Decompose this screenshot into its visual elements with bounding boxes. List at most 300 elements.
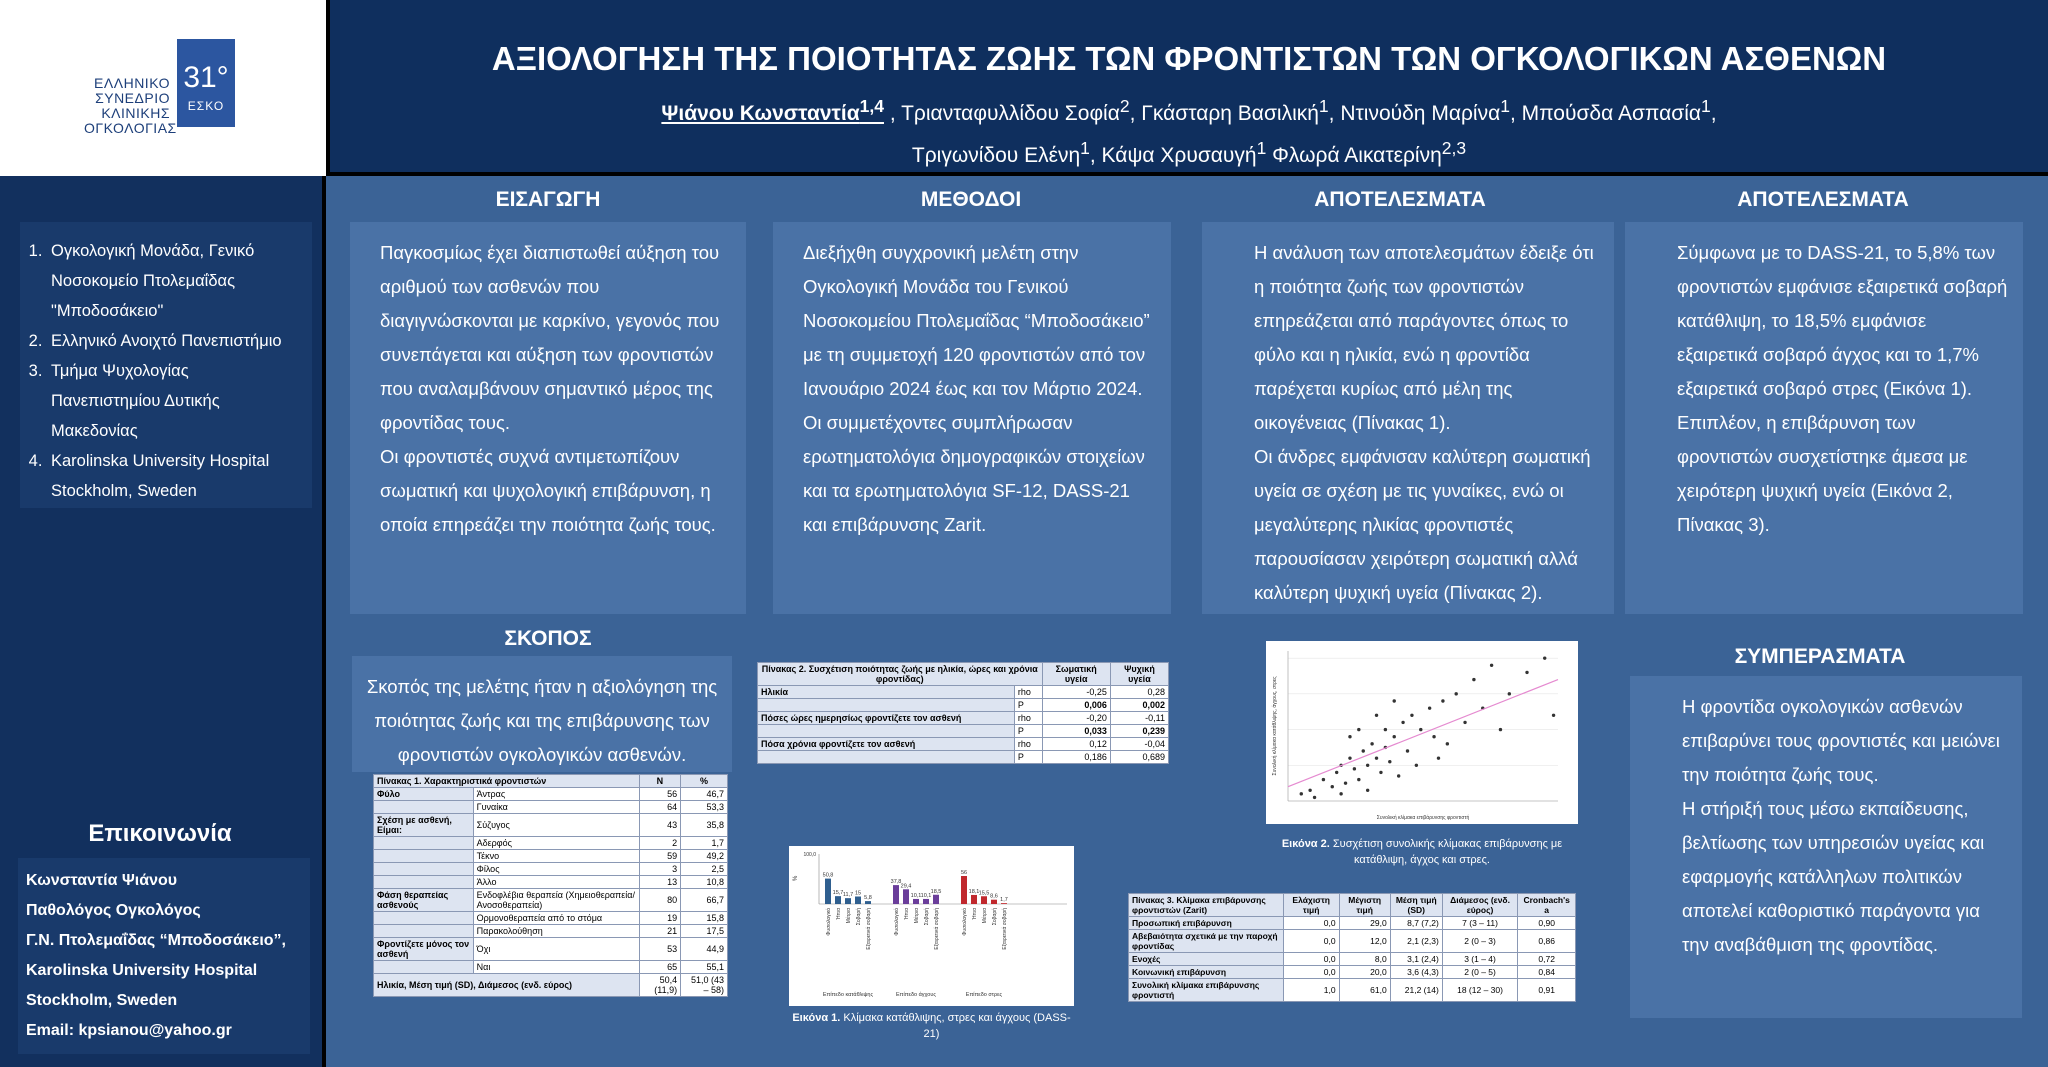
author: Μπούσδα Ασπασία xyxy=(1521,102,1702,125)
table-header-cronbach: Cronbach's a xyxy=(1518,894,1576,917)
conclusions-text: Η φροντίδα ογκολογικών ασθενών επιβαρύνει τους φροντιστές και μειώνει την ποιότητα ζωής τους. xyxy=(1682,696,2000,785)
author-sup: 1 xyxy=(1318,96,1329,116)
table-cell-n: 2 xyxy=(639,837,680,850)
lead-author-name: Ψιάνου Κωνσταντία xyxy=(661,102,860,125)
author: Κάψα Χρυσαυγή xyxy=(1101,144,1257,167)
scatter-point xyxy=(1508,692,1511,695)
table-cell-cronbach: 0,72 xyxy=(1518,953,1576,966)
table-cell-physical: 0,186 xyxy=(1042,751,1110,764)
table-row xyxy=(1129,966,1576,979)
table-row xyxy=(1129,953,1576,966)
scatter-point xyxy=(1353,767,1356,770)
table-2-body xyxy=(758,686,1169,764)
table-cell-n: 43 xyxy=(639,814,680,837)
intro-title: ΕΙΣΑΓΩΓΗ xyxy=(495,188,601,211)
scatter-point xyxy=(1410,714,1413,717)
x-tick-label: Ήπια xyxy=(836,908,842,920)
table-cell-n: 50,4 (11,9) xyxy=(639,974,680,997)
scatter-point xyxy=(1331,785,1334,788)
table-cell-physical: -0,20 xyxy=(1042,712,1110,725)
table-cell-category: Ενδοφλέβια θεραπεία (Χημειοθεραπεία/Ανοσοθεραπεία) xyxy=(473,889,639,912)
scatter-point xyxy=(1472,678,1475,681)
y-axis-label: Συνολική κλίμακα κατάθλιψης, άγχους, στρες xyxy=(1272,676,1278,776)
figure-1-caption-text: Κλίμακα κατάθλιψης, στρες και άγχους (DASS-21) xyxy=(843,1012,1071,1040)
results-text-1: Η ανάλυση των αποτελεσμάτων έδειξε ότι η ποιότητα ζωής των φροντιστών επηρεάζεται από παράγοντες όπως το φύλο και η ηλικία, ενώ η φροντίδα παρέχεται κυρίως από μέλη της οικογένειας (Πίνακας 1). xyxy=(1254,242,1594,433)
table-cell-stat: rho xyxy=(1014,738,1042,751)
data-label: 56 xyxy=(960,870,968,876)
table-cell-pct: 35,8 xyxy=(681,814,728,837)
scatter-point xyxy=(1357,728,1360,731)
poster-header xyxy=(326,0,2048,176)
scatter-point xyxy=(1388,760,1391,763)
data-label: 15,5 xyxy=(978,890,990,897)
table-cell-stat: rho xyxy=(1014,712,1042,725)
results-panel-2 xyxy=(1625,222,2023,614)
scatter-point xyxy=(1463,721,1466,724)
table-cell-stat: P xyxy=(1014,699,1042,712)
table-2-container xyxy=(757,662,1169,764)
scatter-point xyxy=(1366,764,1369,767)
table-row xyxy=(758,699,1169,712)
aim-title: ΣΚΟΠΟΣ xyxy=(504,627,592,650)
data-label: 50,8 xyxy=(822,872,834,879)
affiliations-box xyxy=(20,222,312,508)
group-label: Επίπεδο κατάθλιψης xyxy=(822,992,874,998)
scatter-point xyxy=(1308,789,1311,792)
table-cell-cronbach: 0,84 xyxy=(1518,966,1576,979)
table-cell-group xyxy=(374,801,474,814)
table-cell-cronbach: 0,86 xyxy=(1518,930,1576,953)
table-cell-label: Πόσες ώρες ημερησίως φροντίζετε τον ασθενή xyxy=(758,712,1015,725)
scatter-point xyxy=(1366,789,1369,792)
data-label: 15 xyxy=(854,890,862,897)
figure-2 xyxy=(1266,641,1578,824)
table-cell-mental: -0,11 xyxy=(1110,712,1168,725)
table-cell-min: 0,0 xyxy=(1283,953,1339,966)
table-cell-pct: 15,8 xyxy=(681,912,728,925)
author: Γκάσταρη Βασιλική xyxy=(1141,102,1319,125)
x-axis-label: Συνολική κλίμακα επιβάρυνσης φροντιστή xyxy=(1376,815,1470,821)
logo-text xyxy=(84,75,177,136)
author-sup: 1 xyxy=(1701,96,1711,116)
table-cell-label: Συνολική κλίμακα επιβάρυνσης φροντιστή xyxy=(1129,979,1284,1002)
table-cell-mental: -0,04 xyxy=(1110,738,1168,751)
scatter-point xyxy=(1384,728,1387,731)
figure-1 xyxy=(789,846,1074,1006)
table-cell-category: Φίλος xyxy=(473,863,639,876)
table-cell-category: Σύζυγος xyxy=(473,814,639,837)
table-row xyxy=(374,876,728,889)
table-2-title: Πίνακας 2. Συσχέτιση ποιότητας ζωής με ηλικία, ώρες και χρόνια φροντίδας) xyxy=(758,663,1043,686)
table-cell-min: 0,0 xyxy=(1283,917,1339,930)
affiliation-item: 4. Karolinska University Hospital Stockholm, Sweden xyxy=(47,446,302,506)
table-header-mental: Ψυχική υγεία xyxy=(1110,663,1168,686)
author: Τριανταφυλλίδου Σοφία xyxy=(901,102,1120,125)
contact-box xyxy=(18,858,310,1054)
bar xyxy=(825,879,831,904)
table-cell-min: 0,0 xyxy=(1283,930,1339,953)
contact-title: Επικοινωνία xyxy=(88,820,232,847)
x-tick-label: Μέτρια xyxy=(846,908,852,924)
bar xyxy=(893,885,899,904)
y-axis-label: % xyxy=(793,875,799,881)
scatter-point xyxy=(1335,771,1338,774)
x-tick-label: Σοβαρή xyxy=(992,908,998,926)
data-label: 10,1 xyxy=(920,892,932,899)
bar-chart xyxy=(789,846,1074,1006)
table-cell-pct: 55,1 xyxy=(681,961,728,974)
data-label: 5,8 xyxy=(864,895,872,902)
table-cell-physical: 0,12 xyxy=(1042,738,1110,751)
table-cell-n: 65 xyxy=(639,961,680,974)
results-panel-1 xyxy=(1202,222,1614,614)
table-row xyxy=(374,961,728,974)
table-1-body xyxy=(374,788,728,997)
table-row xyxy=(374,938,728,961)
scatter-point xyxy=(1393,699,1396,702)
table-cell-physical: -0,25 xyxy=(1042,686,1110,699)
table-cell-category: Ορμονοθεραπεία από το στόμα xyxy=(473,912,639,925)
scatter-point xyxy=(1375,756,1378,759)
table-cell-group: Σχέση με ασθενή, Είμαι: xyxy=(374,814,474,837)
table-1-title: Πίνακας 1. Χαρακτηριστικά φροντιστών xyxy=(374,775,640,788)
table-3 xyxy=(1128,893,1576,1002)
bar xyxy=(923,899,929,904)
data-label: 18,1 xyxy=(968,888,980,895)
table-cell-n: 19 xyxy=(639,912,680,925)
bar xyxy=(845,898,851,904)
author-sup: 1 xyxy=(1080,138,1090,158)
affiliation-item: 2. Ελληνικό Ανοιχτό Πανεπιστήμιο xyxy=(47,326,302,356)
methods-title: ΜΕΘΟΔΟΙ xyxy=(920,188,1022,211)
scatter-point xyxy=(1415,764,1418,767)
table-cell-cronbach: 0,90 xyxy=(1518,917,1576,930)
scatter-point xyxy=(1446,742,1449,745)
table-cell-mental: 0,689 xyxy=(1110,751,1168,764)
table-cell-physical: 0,006 xyxy=(1042,699,1110,712)
table-row xyxy=(758,738,1169,751)
table-cell-label xyxy=(758,725,1015,738)
table-cell-max: 61,0 xyxy=(1339,979,1390,1002)
table-row xyxy=(758,712,1169,725)
logo-number: 31° xyxy=(183,61,229,94)
logo-abbr: ΕΣΚΟ xyxy=(187,99,225,113)
table-cell-label: Προσωπική επιβάρυνση xyxy=(1129,917,1284,930)
x-tick-label: Ήπια xyxy=(904,908,910,920)
data-label: 10,1 xyxy=(910,892,922,899)
table-cell-n: 13 xyxy=(639,876,680,889)
table-1 xyxy=(373,774,728,997)
conclusions-panel xyxy=(1630,676,2022,1018)
scatter-point xyxy=(1432,735,1435,738)
table-row xyxy=(758,725,1169,738)
author-sup: 2,3 xyxy=(1441,138,1467,158)
data-label: 37,8 xyxy=(890,879,902,886)
scatter-point xyxy=(1499,728,1502,731)
scatter-point xyxy=(1419,728,1422,731)
table-cell-median: 7 (3 – 11) xyxy=(1442,917,1518,930)
table-cell-mean: 2,1 (2,3) xyxy=(1390,930,1442,953)
scatter-point xyxy=(1339,792,1342,795)
table-row xyxy=(374,974,728,997)
bar xyxy=(1001,903,1007,904)
bar xyxy=(933,895,939,904)
table-cell-label: Πόσα χρόνια φροντίζετε τον ασθενή xyxy=(758,738,1015,751)
logo-line: ΣΥΝΕΔΡΙΟ xyxy=(95,90,170,106)
bar xyxy=(855,897,861,905)
table-cell-category: Γυναίκα xyxy=(473,801,639,814)
author-sup: 1 xyxy=(1500,96,1510,116)
table-cell-min: 0,0 xyxy=(1283,966,1339,979)
author-sup: 2 xyxy=(1119,96,1130,116)
table-cell-label: Αβεβαιότητα σχετικά με την παροχή φροντίδας xyxy=(1129,930,1284,953)
x-tick-label: Εξαιρετικά σοβαρή xyxy=(934,908,940,950)
table-cell-pct: 53,3 xyxy=(681,801,728,814)
table-row xyxy=(1129,917,1576,930)
figure-2-caption-text: Συσχέτιση συνολικής κλίμακας επιβάρυνσης με κατάθλιψη, άγχος και στρες. xyxy=(1332,838,1563,866)
table-row xyxy=(374,788,728,801)
table-header-max: Μέγιστη τιμή xyxy=(1339,894,1390,917)
lead-author xyxy=(661,96,884,125)
scatter-point xyxy=(1393,735,1396,738)
table-cell-pct: 10,8 xyxy=(681,876,728,889)
author-sup: 1 xyxy=(1256,138,1267,158)
table-cell-max: 8,0 xyxy=(1339,953,1390,966)
scatter-point xyxy=(1348,756,1351,759)
table-row xyxy=(374,863,728,876)
table-cell-group: Φάση θεραπείας ασθενούς xyxy=(374,889,474,912)
table-3-title: Πίνακας 3. Κλίμακα επιβάρυνσης φροντιστών (Zarit) xyxy=(1129,894,1284,917)
scatter-point xyxy=(1348,735,1351,738)
x-tick-label: Μέτρια xyxy=(982,908,988,924)
data-label: 15,7 xyxy=(832,890,844,897)
scatter-point xyxy=(1397,774,1400,777)
x-tick-label: Εξαιρετικά σοβαρή xyxy=(866,908,872,950)
table-header-mean: Μέση τιμή (SD) xyxy=(1390,894,1442,917)
figure-1-caption-label: Εικόνα 1. xyxy=(792,1012,841,1024)
bar xyxy=(971,895,977,904)
table-cell-group: Φροντίζετε μόνος τον ασθενή xyxy=(374,938,474,961)
contact-role: Παθολόγος Ογκολόγος xyxy=(26,902,201,919)
table-cell-group xyxy=(374,961,474,974)
table-header-row xyxy=(1129,894,1576,917)
table-cell-pct: 51,0 (43 – 58) xyxy=(681,974,728,997)
table-cell-label: Ηλικία xyxy=(758,686,1015,699)
table-row xyxy=(758,751,1169,764)
table-cell-n: 3 xyxy=(639,863,680,876)
affiliation-item: 1. Ογκολογική Μονάδα, Γενικό Νοσοκομείο Πτολεμαΐδας "Μποδοσάκειο" xyxy=(47,236,302,326)
table-cell-group xyxy=(374,925,474,938)
scatter-point xyxy=(1370,742,1373,745)
table-3-container xyxy=(1128,893,1576,1002)
results-text-2: Οι άνδρες εμφάνισαν καλύτερη σωματική υγεία σε σχέση με τις γυναίκες, ενώ οι μεγαλύτερης ηλικίας φροντιστές παρουσίασαν χειρότερη σωματική αλλά καλύτερη ψυχική υγεία (Πίνακας 2). xyxy=(1254,446,1591,603)
table-3-body xyxy=(1129,917,1576,1002)
table-row xyxy=(374,850,728,863)
poster-title: ΑΞΙΟΛΟΓΗΣΗ ΤΗΣ ΠΟΙΟΤΗΤΑΣ ΖΩΗΣ ΤΩΝ ΦΡΟΝΤΙΣΤΩΝ ΤΩΝ ΟΓΚΟΛΟΓΙΚΩΝ ΑΣΘΕΝΩΝ xyxy=(491,40,1887,77)
table-header-min: Ελάχιστη τιμή xyxy=(1283,894,1339,917)
scatter-point xyxy=(1357,778,1360,781)
data-label: 29,4 xyxy=(900,883,912,890)
contact-email[interactable]: Email: kpsianou@yahoo.gr xyxy=(26,1022,232,1039)
table-header-median: Διάμεσος (ενδ. εύρος) xyxy=(1442,894,1518,917)
table-cell-mean: 3,1 (2,4) xyxy=(1390,953,1442,966)
scatter-point xyxy=(1437,756,1440,759)
x-tick-label: Σοβαρή xyxy=(924,908,930,926)
data-label: 11,7 xyxy=(842,892,854,899)
author: Τριγωνίδου Ελένη xyxy=(911,144,1081,167)
aim-panel xyxy=(352,656,732,772)
table-cell-median: 2 (0 – 5) xyxy=(1442,966,1518,979)
intro-text-2: Οι φροντιστές συχνά αντιμετωπίζουν σωματική και ψυχολογική επιβάρυνση, η οποία επηρεάζει την ποιότητα ζωής τους. xyxy=(380,446,716,535)
scatter-point xyxy=(1322,778,1325,781)
table-row xyxy=(374,837,728,850)
table-cell-min: 1,0 xyxy=(1283,979,1339,1002)
table-header-pct: % xyxy=(681,775,728,788)
table-row xyxy=(758,686,1169,699)
group-label: Επίπεδο άγχους xyxy=(896,992,936,998)
author-line-2: Τριγωνίδου Ελένη$^1$, Κάψα Χρυσαυγή$^1$ Φλωρά Αικατερίνη$^{2,3}$ xyxy=(911,138,1467,167)
x-tick-label: Σοβαρή xyxy=(856,908,862,926)
results-text-3: Σύμφωνα με το DASS-21, το 5,8% των φροντιστών εμφάνισε εξαιρετικά σοβαρή κατάθλιψη, το 18,5% εμφάνισε εξαιρετικά σοβαρό άγχος και το 1,7% εξαιρετικά σοβαρό στρες (Εικόνα 1). Επιπλέον, η επιβάρυνση των φροντιστών συσχετίστηκε άμεσα με χειρότερη ψυχική υγεία (Εικόνα 2, Πίνακας 3). xyxy=(1677,242,2008,535)
intro-panel xyxy=(350,222,746,614)
x-tick-label: Μέτρια xyxy=(914,908,920,924)
table-cell-group xyxy=(374,863,474,876)
table-cell-median: 2 (0 – 3) xyxy=(1442,930,1518,953)
table-cell-pct: 49,2 xyxy=(681,850,728,863)
table-cell-category: Παρακολούθηση xyxy=(473,925,639,938)
figure-2-caption xyxy=(1266,836,1578,868)
table-row xyxy=(1129,979,1576,1002)
author-sup: 1,4 xyxy=(859,96,884,116)
bar xyxy=(991,900,997,904)
table-row xyxy=(374,912,728,925)
contact-hospital: Γ.Ν. Πτολεμαΐδας “Μποδοσάκειο”, xyxy=(26,932,286,949)
trendline xyxy=(1288,680,1558,787)
table-cell-group: Ηλικία, Μέση τιμή (SD), Διάμεσος (ενδ. εύρος) xyxy=(374,974,640,997)
scatter-point xyxy=(1552,714,1555,717)
table-cell-stat: P xyxy=(1014,751,1042,764)
table-row xyxy=(374,925,728,938)
table-cell-mental: 0,28 xyxy=(1110,686,1168,699)
table-header-row xyxy=(758,663,1169,686)
table-cell-pct: 17,5 xyxy=(681,925,728,938)
table-row xyxy=(374,801,728,814)
table-cell-category: Τέκνο xyxy=(473,850,639,863)
table-cell-physical: 0,033 xyxy=(1042,725,1110,738)
author: Ντινούδη Μαρίνα xyxy=(1340,102,1501,125)
table-cell-stat: rho xyxy=(1014,686,1042,699)
results-title-1: ΑΠΟΤΕΛΕΣΜΑΤΑ xyxy=(1314,188,1486,211)
data-label: 8,6 xyxy=(990,893,998,900)
table-row xyxy=(374,889,728,912)
table-2 xyxy=(757,662,1169,764)
table-cell-pct: 1,7 xyxy=(681,837,728,850)
table-cell-category: Όχι xyxy=(473,938,639,961)
table-cell-n: 80 xyxy=(639,889,680,912)
conference-logo xyxy=(0,0,326,176)
y-tick-label: 100,0 xyxy=(803,852,816,858)
conclusions-title: ΣΥΜΠΕΡΑΣΜΑΤΑ xyxy=(1734,645,1906,668)
x-tick-label: Φυσιολογικό xyxy=(962,908,968,936)
scatter-point xyxy=(1490,664,1493,667)
author: Φλωρά Αικατερίνη xyxy=(1272,144,1442,167)
scatter-point xyxy=(1313,796,1316,799)
table-cell-pct: 66,7 xyxy=(681,889,728,912)
scatter-point xyxy=(1525,671,1528,674)
bar xyxy=(981,896,987,904)
scatter-point xyxy=(1454,692,1457,695)
table-cell-n: 64 xyxy=(639,801,680,814)
table-cell-mean: 3,6 (4,3) xyxy=(1390,966,1442,979)
bar xyxy=(913,899,919,904)
bar xyxy=(835,896,841,904)
logo-line: ΟΓΚΟΛΟΓΙΑΣ xyxy=(84,120,177,136)
table-cell-category: Άλλο xyxy=(473,876,639,889)
table-cell-group xyxy=(374,850,474,863)
x-tick-label: Ήπια xyxy=(972,908,978,920)
methods-panel xyxy=(773,222,1171,614)
intro-text: Παγκοσμίως έχει διαπιστωθεί αύξηση του αριθμού των ασθενών που διαγιγνώσκονται με καρκίνο, γεγονός που συνεπάγεται και αύξηση των φροντιστών που αναλαμβάνουν σημαντικό μέρος της φροντίδας τους. xyxy=(380,242,720,433)
x-tick-label: Φυσιολογικό xyxy=(894,908,900,936)
logo-line: ΕΛΛΗΝΙΚΟ xyxy=(94,75,170,91)
table-cell-n: 56 xyxy=(639,788,680,801)
table-cell-mean: 8,7 (7,2) xyxy=(1390,917,1442,930)
scatter-point xyxy=(1362,749,1365,752)
x-tick-label: Φυσιολογικό xyxy=(826,908,832,936)
table-header-n: Ν xyxy=(639,775,680,788)
figure-2-caption-label: Εικόνα 2. xyxy=(1281,838,1330,850)
logo-mark xyxy=(177,39,235,127)
table-cell-pct: 46,7 xyxy=(681,788,728,801)
scatter-point xyxy=(1300,792,1303,795)
table-row xyxy=(1129,930,1576,953)
table-cell-stat: P xyxy=(1014,725,1042,738)
table-row xyxy=(374,814,728,837)
table-cell-max: 29,0 xyxy=(1339,917,1390,930)
table-cell-category: Άντρας xyxy=(473,788,639,801)
table-header-physical: Σωματική υγεία xyxy=(1042,663,1110,686)
bar xyxy=(865,901,871,904)
aim-text: Σκοπός της μελέτης ήταν η αξιολόγηση της ποιότητας ζωής και της επιβάρυνσης των φροντιστών ογκολογικών ασθενών. xyxy=(366,676,718,765)
scatter-point xyxy=(1344,781,1347,784)
table-cell-max: 12,0 xyxy=(1339,930,1390,953)
bar xyxy=(961,876,967,904)
contact-city: Stockholm, Sweden xyxy=(26,992,178,1009)
contact-name: Κωνσταντία Ψιάνου xyxy=(26,872,178,889)
table-header-row xyxy=(374,775,728,788)
table-cell-mean: 21,2 (14) xyxy=(1390,979,1442,1002)
results-title-2: ΑΠΟΤΕΛΕΣΜΑΤΑ xyxy=(1737,188,1909,211)
scatter-chart xyxy=(1266,641,1578,824)
table-cell-n: 59 xyxy=(639,850,680,863)
table-cell-n: 53 xyxy=(639,938,680,961)
bar xyxy=(903,889,909,904)
table-cell-group xyxy=(374,912,474,925)
scatter-point xyxy=(1375,714,1378,717)
group-label: Επίπεδο στρες xyxy=(965,992,1003,998)
table-cell-max: 20,0 xyxy=(1339,966,1390,979)
scatter-point xyxy=(1379,771,1382,774)
table-cell-category: Αδερφός xyxy=(473,837,639,850)
figure-1-caption xyxy=(789,1010,1074,1042)
affiliations-list xyxy=(20,222,312,506)
table-cell-group xyxy=(374,876,474,889)
scatter-point xyxy=(1441,699,1444,702)
table-cell-group xyxy=(374,837,474,850)
table-cell-label xyxy=(758,699,1015,712)
scatter-point xyxy=(1401,721,1404,724)
table-cell-pct: 2,5 xyxy=(681,863,728,876)
